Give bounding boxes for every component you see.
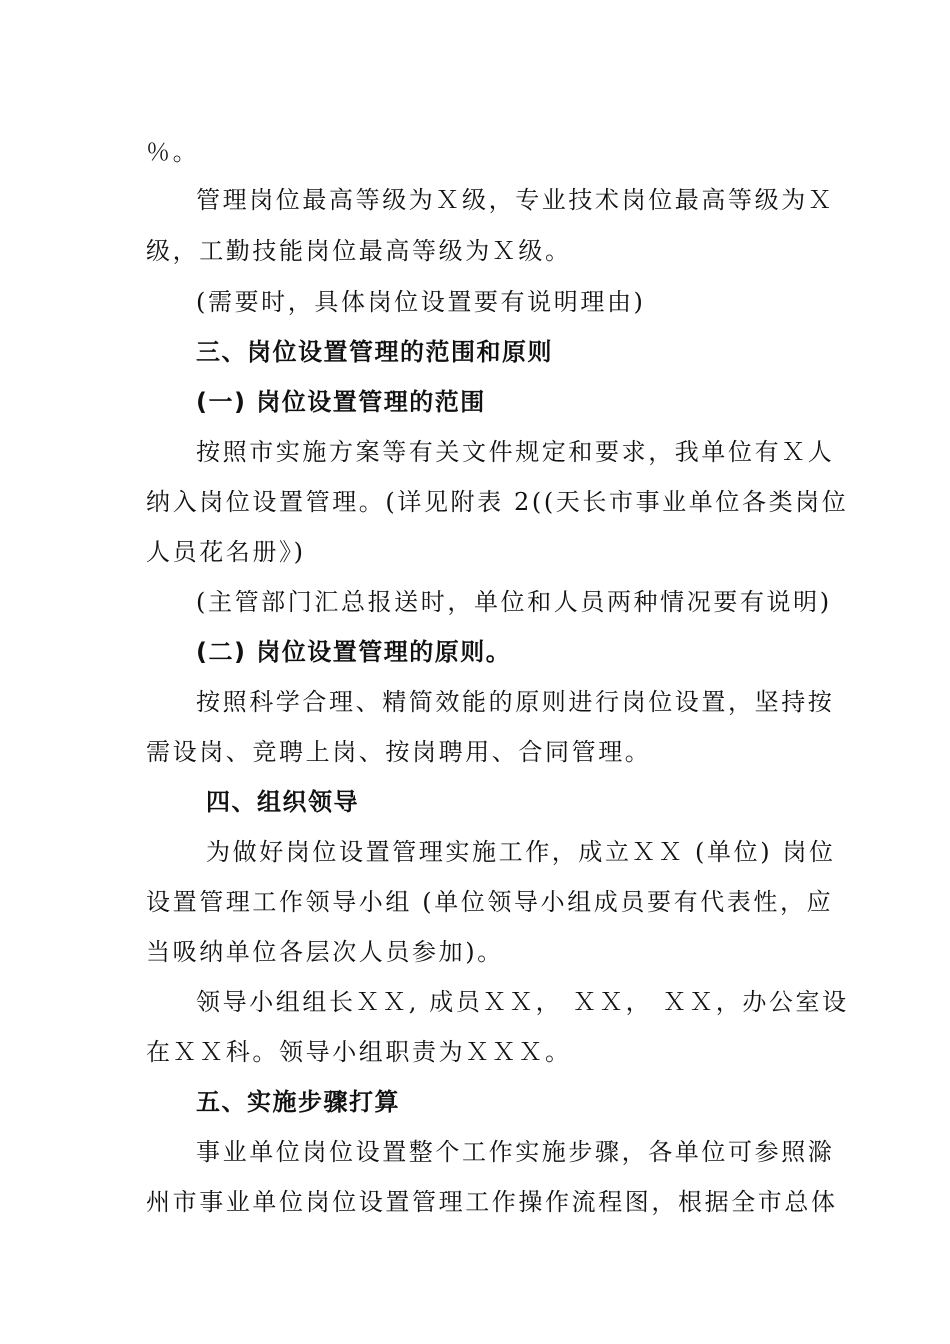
subsection-heading: (一) 岗位设置管理的范围 bbox=[196, 388, 486, 416]
text-line: (需要时，具体岗位设置要有说明理由) bbox=[196, 288, 646, 316]
section-heading: 四、组织领导 bbox=[206, 788, 359, 816]
section-heading: 五、实施步骤打算 bbox=[196, 1088, 400, 1116]
subsection-heading: (二) 岗位设置管理的原则。 bbox=[196, 638, 512, 666]
text-line: 为做好岗位设置管理实施工作，成立ＸＸ (单位) 岗位 bbox=[206, 838, 836, 866]
text-line: 州市事业单位岗位设置管理工作操作流程图，根据全市总体 bbox=[146, 1188, 838, 1216]
text-line: 设置管理工作领导小组 (单位领导小组成员要有代表性，应 bbox=[146, 888, 834, 916]
section-heading: 三、岗位设置管理的范围和原则 bbox=[196, 338, 553, 366]
text-line: 按照市实施方案等有关文件规定和要求，我单位有Ｘ人 bbox=[196, 438, 835, 466]
text-line: 纳入岗位设置管理。(详见附表 2((天长市事业单位各类岗位 bbox=[146, 488, 849, 516]
text-line: 需设岗、竞聘上岗、按岗聘用、合同管理。 bbox=[146, 738, 652, 766]
text-line: (主管部门汇总报送时，单位和人员两种情况要有说明) bbox=[196, 588, 832, 616]
text-line: 事业单位岗位设置整个工作实施步骤，各单位可参照滁 bbox=[196, 1138, 835, 1166]
text-line: 按照科学合理、精简效能的原则进行岗位设置，坚持按 bbox=[196, 688, 835, 716]
text-line: 当吸纳单位各层次人员参加)。 bbox=[146, 938, 504, 966]
text-line: 级，工勤技能岗位最高等级为Ｘ级。 bbox=[146, 237, 572, 265]
text-line: 管理岗位最高等级为Ｘ级，专业技术岗位最高等级为Ｘ bbox=[196, 186, 835, 214]
text-line: 领导小组组长ＸＸ, 成员ＸＸ， ＸＸ， ＸＸ，办公室设 bbox=[196, 988, 849, 1016]
text-line: 在ＸＸ科。领导小组职责为ＸＸＸ。 bbox=[146, 1038, 572, 1066]
text-line: ％。 bbox=[146, 138, 200, 166]
text-line: 人员花名册》) bbox=[146, 538, 306, 566]
